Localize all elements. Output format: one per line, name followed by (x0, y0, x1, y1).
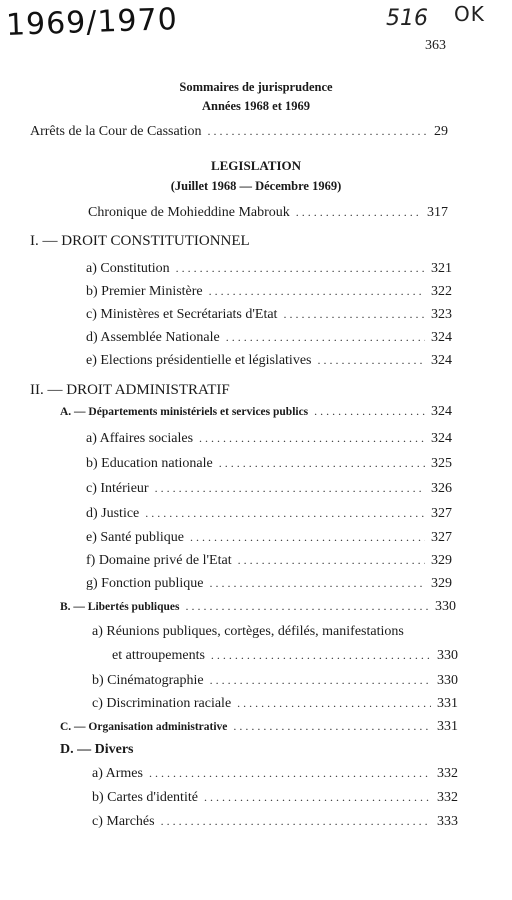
subsection-d: D. — Divers (60, 742, 134, 757)
toc-entry: e) Santé publique . . . 327 (86, 530, 452, 546)
entry-label: Chronique de Mohieddine Mabrouk (88, 205, 290, 220)
sommaires-years: Années 1968 et 1969 (202, 99, 310, 113)
handwritten-year: 1969/1970 (5, 2, 179, 43)
toc-entry: a) Armes . . . 332 (92, 766, 458, 782)
dot-leader (233, 719, 431, 734)
toc-entry-chronique (88, 205, 448, 221)
sommaires-title: Sommaires de jurisprudence (179, 80, 333, 94)
dot-leader (161, 814, 431, 829)
toc-entry: b) Cinématographie . . . 330 (92, 673, 458, 689)
entry-page: 29 (434, 124, 448, 139)
toc-entry-line: a) Réunions publiques, cortèges, défilés, manifestations (92, 624, 404, 639)
dot-leader (149, 766, 431, 781)
legislation-period: (Juillet 1968 — Décembre 1969) (170, 179, 342, 193)
toc-entry: c) Ministères et Secrétariats d'Etat . . . 323 (86, 307, 452, 323)
entry-page: 317 (427, 205, 448, 220)
dot-leader (317, 353, 425, 368)
toc-entry: d) Justice . . . 327 (86, 506, 452, 522)
dot-leader (210, 673, 431, 688)
section-droit-constitutionnel: I. — DROIT CONSTITUTIONNEL (30, 233, 250, 249)
dot-leader (145, 506, 425, 521)
dot-leader (238, 553, 425, 568)
dot-leader (155, 481, 425, 496)
toc-entry: c) Discrimination raciale . . . 331 (92, 696, 458, 712)
dot-leader (296, 205, 421, 220)
subsection-a: A. — Départements ministériels et services publics . . . 324 (60, 404, 452, 420)
subsection-c: C. — Organisation administrative . . . 331 (60, 719, 458, 735)
dot-leader (314, 404, 425, 419)
dot-leader (209, 284, 425, 299)
dot-leader (207, 124, 428, 139)
dot-leader (226, 330, 425, 345)
toc-entry: d) Assemblée Nationale . . . 324 (86, 330, 452, 346)
dot-leader (199, 431, 425, 446)
page-number: 363 (425, 38, 446, 53)
dot-leader (209, 576, 425, 591)
section-droit-administratif: II. — DROIT ADMINISTRATIF (30, 382, 230, 398)
dot-leader (211, 648, 431, 663)
toc-entry: b) Cartes d'identité . . . 332 (92, 790, 458, 806)
toc-entry-cassation (30, 124, 448, 140)
dot-leader (190, 530, 425, 545)
toc-entry: c) Marchés . . . 333 (92, 814, 458, 830)
legislation-title: LEGISLATION (210, 158, 302, 173)
handwritten-ok-mark: OK (454, 2, 485, 26)
toc-entry: f) Domaine privé de l'Etat . . . 329 (86, 553, 452, 569)
dot-leader (176, 261, 425, 276)
toc-entry: b) Premier Ministère . . . 322 (86, 284, 452, 300)
dot-leader (186, 599, 430, 614)
toc-entry: et attroupements . . . 330 (112, 648, 458, 664)
entry-label: Arrêts de la Cour de Cassation (30, 124, 202, 139)
handwritten-reference: 516 (386, 6, 428, 31)
dot-leader (204, 790, 431, 805)
dot-leader (283, 307, 425, 322)
toc-entry: g) Fonction publique . . . 329 (86, 576, 452, 592)
toc-entry: a) Constitution . . . 321 (86, 261, 452, 277)
toc-entry: e) Elections présidentielle et législatives . . . 324 (86, 353, 452, 369)
dot-leader (219, 456, 425, 471)
toc-entry: a) Affaires sociales . . . 324 (86, 431, 452, 447)
subsection-b: B. — Libertés publiques . . . 330 (60, 599, 456, 615)
toc-entry: c) Intérieur . . . 326 (86, 481, 452, 497)
dot-leader (237, 696, 431, 711)
toc-entry: b) Education nationale . . . 325 (86, 456, 452, 472)
